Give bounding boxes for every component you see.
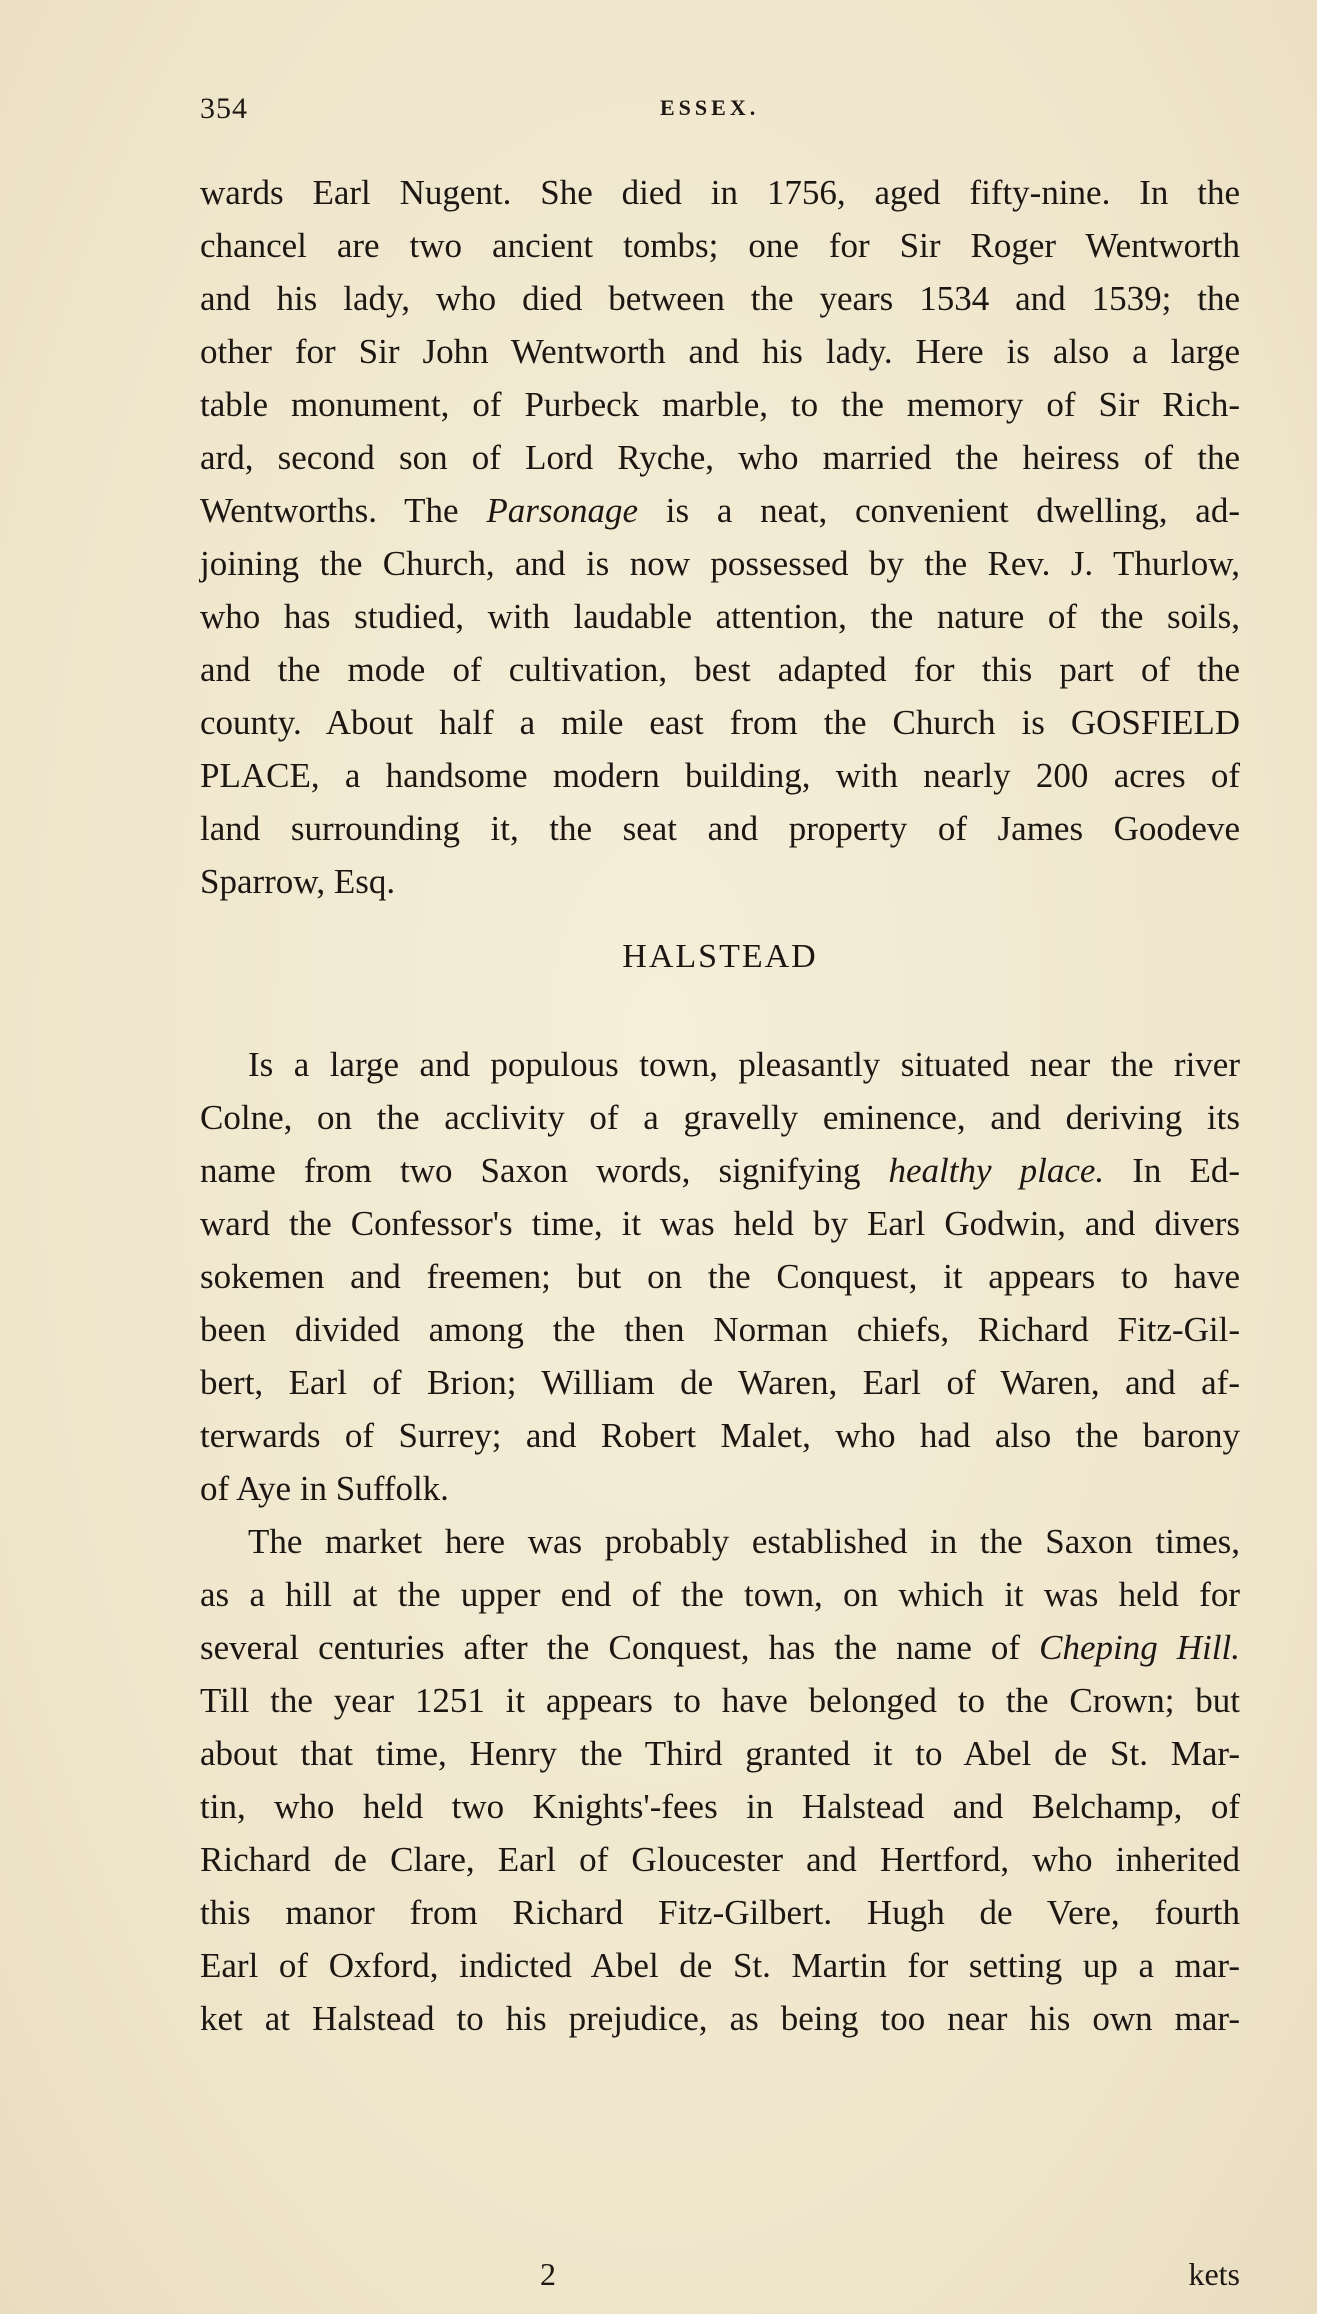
- text-line: county. About half a mile east from the Church is GOSFIELD: [200, 703, 1240, 742]
- page-header: [200, 92, 1240, 132]
- text-line: other for Sir John Wentworth and his lady. Here is also a large: [200, 332, 1240, 371]
- text-line: ket at Halstead to his prejudice, as being too near his own mar-: [200, 1999, 1240, 2038]
- paragraph-halstead: [200, 1038, 1240, 2045]
- text-line: Till the year 1251 it appears to have belonged to the Crown; but: [200, 1681, 1240, 1720]
- signature-mark: 2: [540, 2256, 556, 2292]
- text-line: joining the Church, and is now possessed by the Rev. J. Thurlow,: [200, 544, 1240, 583]
- text-line: several centuries after the Conquest, has the name of Cheping Hill.: [200, 1628, 1240, 1667]
- text-line: who has studied, with laudable attention, the nature of the soils,: [200, 597, 1240, 636]
- text-line: Colne, on the acclivity of a gravelly eminence, and deriving its: [200, 1098, 1240, 1137]
- text-line: table monument, of Purbeck marble, to the memory of Sir Rich-: [200, 385, 1240, 424]
- text-line: PLACE, a handsome modern building, with nearly 200 acres of: [200, 756, 1240, 795]
- text-line: and his lady, who died between the years 1534 and 1539; the: [200, 279, 1240, 318]
- running-head: ESSEX.: [660, 95, 760, 120]
- text-line: The market here was probably established in the Saxon times,: [248, 1522, 1240, 1561]
- page-footer: [200, 2256, 1240, 2296]
- text-line: name from two Saxon words, signifying healthy place. In Ed-: [200, 1151, 1240, 1190]
- text-line: Richard de Clare, Earl of Gloucester and Hertford, who inherited: [200, 1840, 1240, 1879]
- text-line: sokemen and freemen; but on the Conquest, it appears to have: [200, 1257, 1240, 1296]
- text-line: been divided among the then Norman chiefs, Richard Fitz-Gil-: [200, 1310, 1240, 1349]
- paragraph-gosfield: [200, 166, 1240, 908]
- text-line: tin, who held two Knights'-fees in Halstead and Belchamp, of: [200, 1787, 1240, 1826]
- text-line: land surrounding it, the seat and property of James Goodeve: [200, 809, 1240, 848]
- text-line: chancel are two ancient tombs; one for Sir Roger Wentworth: [200, 226, 1240, 265]
- text-line: ward the Confessor's time, it was held by Earl Godwin, and divers: [200, 1204, 1240, 1243]
- text-line: Is a large and populous town, pleasantly situated near the river: [248, 1045, 1240, 1084]
- text-line: terwards of Surrey; and Robert Malet, who had also the barony: [200, 1416, 1240, 1455]
- text-line: ard, second son of Lord Ryche, who married the heiress of the: [200, 438, 1240, 477]
- text-line: and the mode of cultivation, best adapted for this part of the: [200, 650, 1240, 689]
- catchword: kets: [1188, 2256, 1240, 2292]
- text-line: as a hill at the upper end of the town, on which it was held for: [200, 1575, 1240, 1614]
- text-line: of Aye in Suffolk.: [200, 1469, 449, 1508]
- text-line: this manor from Richard Fitz-Gilbert. Hugh de Vere, fourth: [200, 1893, 1240, 1932]
- text-line: wards Earl Nugent. She died in 1756, aged fifty-nine. In the: [200, 173, 1240, 212]
- section-heading-halstead: HALSTEAD: [622, 938, 818, 975]
- text-line: bert, Earl of Brion; William de Waren, Earl of Waren, and af-: [200, 1363, 1240, 1402]
- text-line: Sparrow, Esq.: [200, 862, 396, 901]
- page-number: 354: [200, 92, 248, 125]
- text-line: Earl of Oxford, indicted Abel de St. Martin for setting up a mar-: [200, 1946, 1240, 1985]
- text-line: about that time, Henry the Third granted it to Abel de St. Mar-: [200, 1734, 1240, 1773]
- text-line: Wentworths. The Parsonage is a neat, convenient dwelling, ad-: [200, 491, 1240, 530]
